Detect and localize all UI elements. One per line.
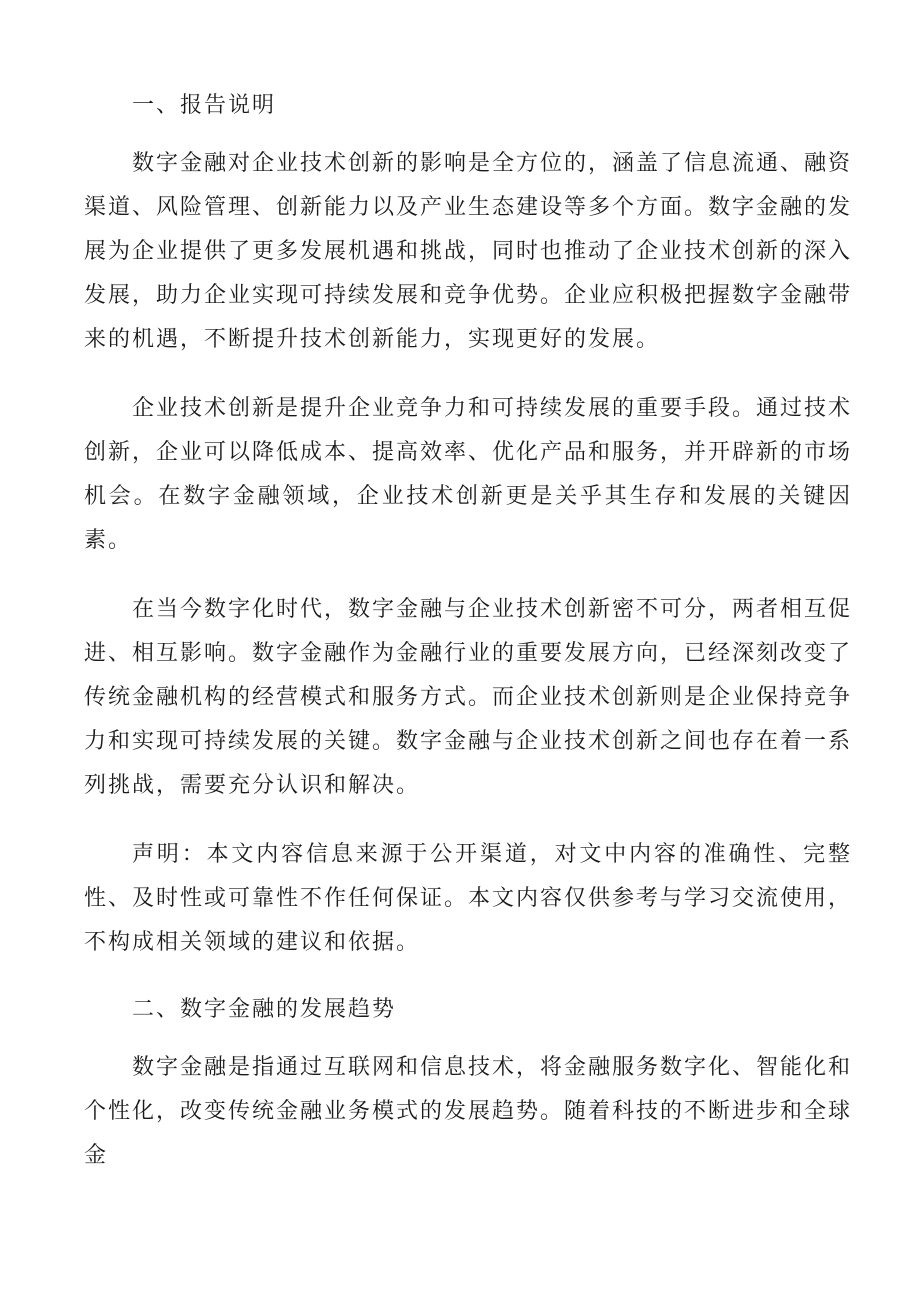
paragraph-digital-finance-definition: 数字金融是指通过互联网和信息技术，将金融服务数字化、智能化和个性化，改变传统金融业务模式的发展趋势。随着科技的不断进步和全球金 bbox=[84, 1055, 853, 1168]
paragraph-digital-era: 在当今数字化时代，数字金融与企业技术创新密不可分，两者相互促进、相互影响。数字金融作为金融行业的重要发展方向，已经深刻改变了传统金融机构的经营模式和服务方式。而企业技术创新则是企业保持竞争力和实现可持续发展的关键。数字金融与企业技术创新之间也存在着一系列挑战，需要充分认识和解决。 bbox=[84, 597, 853, 798]
paragraph-disclaimer: 声明：本文内容信息来源于公开渠道，对文中内容的准确性、完整性、及时性或可靠性不作任何保证。本文内容仅供参考与学习交流使用，不构成相关领域的建议和依据。 bbox=[84, 842, 853, 955]
document-body bbox=[84, 86, 852, 1203]
section-heading-development-trend: 二、数字金融的发展趋势 bbox=[132, 997, 397, 1022]
paragraph-digital-finance-impact: 数字金融对企业技术创新的影响是全方位的，涵盖了信息流通、融资渠道、风险管理、创新能力以及产业生态建设等多个方面。数字金融的发展为企业提供了更多发展机遇和挑战，同时也推动了企业技术创新的深入发展，助力企业实现可持续发展和竞争优势。企业应积极把握数字金融带来的机遇，不断提升技术创新能力，实现更好的发展。 bbox=[84, 151, 853, 352]
paragraph-technology-innovation: 企业技术创新是提升企业竞争力和可持续发展的重要手段。通过技术创新，企业可以降低成本、提高效率、优化产品和服务，并开辟新的市场机会。在数字金融领域，企业技术创新更是关乎其生存和发展的关键因素。 bbox=[84, 396, 853, 553]
section-heading-report-description: 一、报告说明 bbox=[132, 93, 277, 118]
